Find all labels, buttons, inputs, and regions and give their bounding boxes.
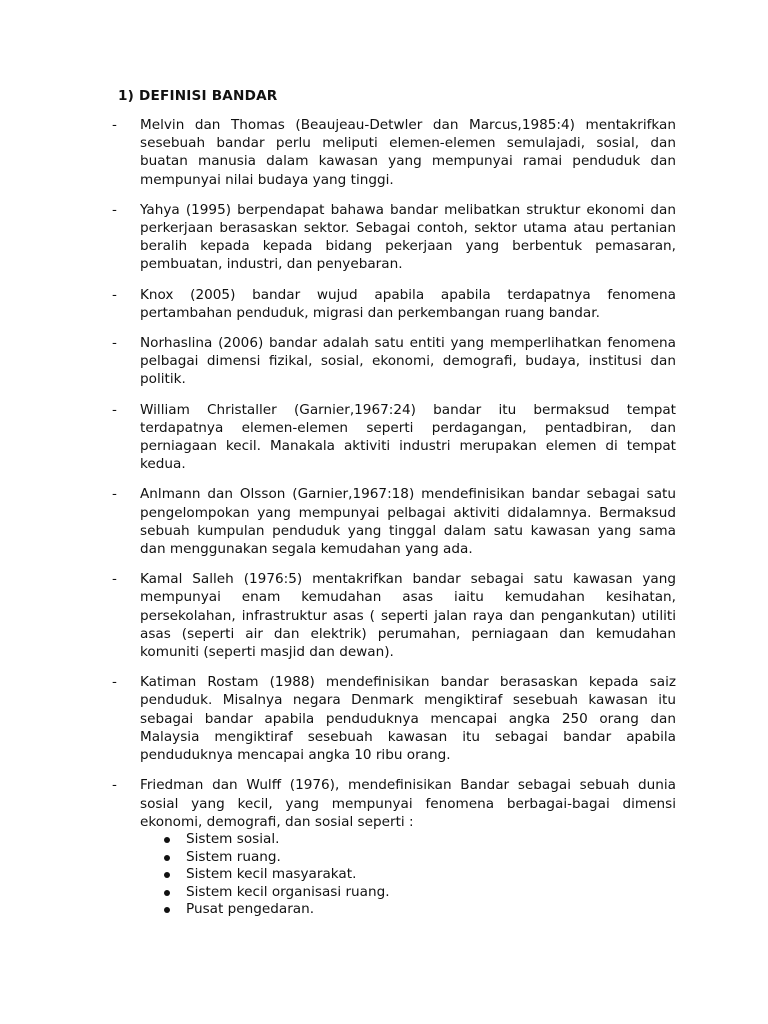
definition-entry [112,485,676,558]
bullet-dot-icon [164,872,170,878]
bullet-text: Sistem kecil organisasi ruang. [186,883,390,900]
bullet-item [162,884,676,902]
list-dash: - [112,117,117,133]
bullet-item [162,831,676,849]
section-heading: 1) DEFINISI BANDAR [118,88,278,104]
bullet-text: Sistem ruang. [186,848,281,865]
definition-entry [112,570,676,661]
bullet-text: Pusat pengedaran. [186,901,315,918]
bullet-dot-icon [164,890,170,896]
bullet-item [162,901,676,919]
bullet-item [162,866,676,884]
list-dash: - [112,401,117,418]
list-dash: - [112,777,117,794]
bullet-text: Sistem sosial. [186,830,280,847]
definition-entry [112,776,676,919]
list-dash: - [112,335,117,352]
definition-text: Norhaslina (2006) bandar adalah satu entiti yang memperlihatkan fenomena pelbagai dimensi fizikal, sosial, ekonomi, demografi, budaya, institusi dan politik. [140,335,676,388]
definition-text: Knox (2005) bandar wujud apabila apabila terdapatnya fenomena pertambahan penduduk, migrasi dan perkembangan ruang bandar. [140,286,676,321]
definition-list [112,116,676,931]
bullet-item [162,849,676,867]
definition-entry [112,116,676,189]
definition-entry [112,401,676,474]
definition-text: William Christaller (Garnier,1967:24) bandar itu bermaksud tempat terdapatnya elemen-elemen seperti perdagangan, pentadbiran, dan perniagaan kecil. Manakala aktiviti industri merupakan elemen di tempat kedua. [140,401,676,473]
definition-text: Yahya (1995) berpendapat bahawa bandar melibatkan struktur ekonomi dan perkerjaan berasaskan sektor. Sebagai contoh, sektor utama atau pertanian beralih kepada kepada bidang pekerjaan yang berbentuk pemasaran, pembuatan, industri, dan penyebaran. [140,201,676,273]
definition-text: Friedman dan Wulff (1976), mendefinisikan Bandar sebagai sebuah dunia sosial yang kecil, yang mempunyai fenomena berbagai-bagai dimensi ekonomi, demografi, dan sosial seperti : [140,777,676,830]
definition-entry [112,334,676,389]
bullet-text: Sistem kecil masyarakat. [186,866,357,883]
definition-entry [112,286,676,322]
bullet-dot-icon [164,837,170,843]
list-dash: - [112,286,117,303]
definition-entry [112,673,676,764]
definition-text: Kamal Salleh (1976:5) mentakrifkan bandar sebagai satu kawasan yang mempunyai enam kemudahan asas iaitu kemudahan kesihatan, persekolahan, infrastruktur asas ( seperti jalan raya dan pengankutan) utiliti asas (seperti air dan elektrik) perumahan, perniagaan dan kemudahan komuniti (seperti masjid dan dewan). [140,571,676,661]
definition-text: Katiman Rostam (1988) mendefinisikan bandar berasaskan kepada saiz penduduk. Misalnya negara Denmark mengiktiraf sesebuah kawasan itu sebagai bandar apabila penduduknya mencapai angka 250 orang dan Malaysia mengiktiraf sesebuah kawasan itu sebagai bandar apabila penduduknya mencapai angka 10 ribu orang. [140,674,676,764]
bullet-dot-icon [164,907,170,913]
list-dash: - [112,571,117,588]
bullet-list [140,831,676,919]
bullet-dot-icon [164,855,170,861]
definition-entry [112,201,676,274]
list-dash: - [112,674,117,691]
definition-text: Anlmann dan Olsson (Garnier,1967:18) mendefinisikan bandar sebagai satu pengelompokan yang mempunyai pelbagai aktiviti didalamnya. Bermaksud sebuah kumpulan penduduk yang tinggal dalam satu kawasan yang sama dan menggunakan segala kemudahan yang ada. [140,486,676,558]
definition-text: Melvin dan Thomas (Beaujeau-Detwler dan Marcus,1985:4) mentakrifkan sesebuah bandar perlu meliputi elemen-elemen semulajadi, sosial, dan buatan manusia dalam kawasan yang mempunyai ramai penduduk dan mempunyai nilai budaya yang tinggi. [140,117,676,188]
list-dash: - [112,486,117,503]
list-dash: - [112,201,117,218]
